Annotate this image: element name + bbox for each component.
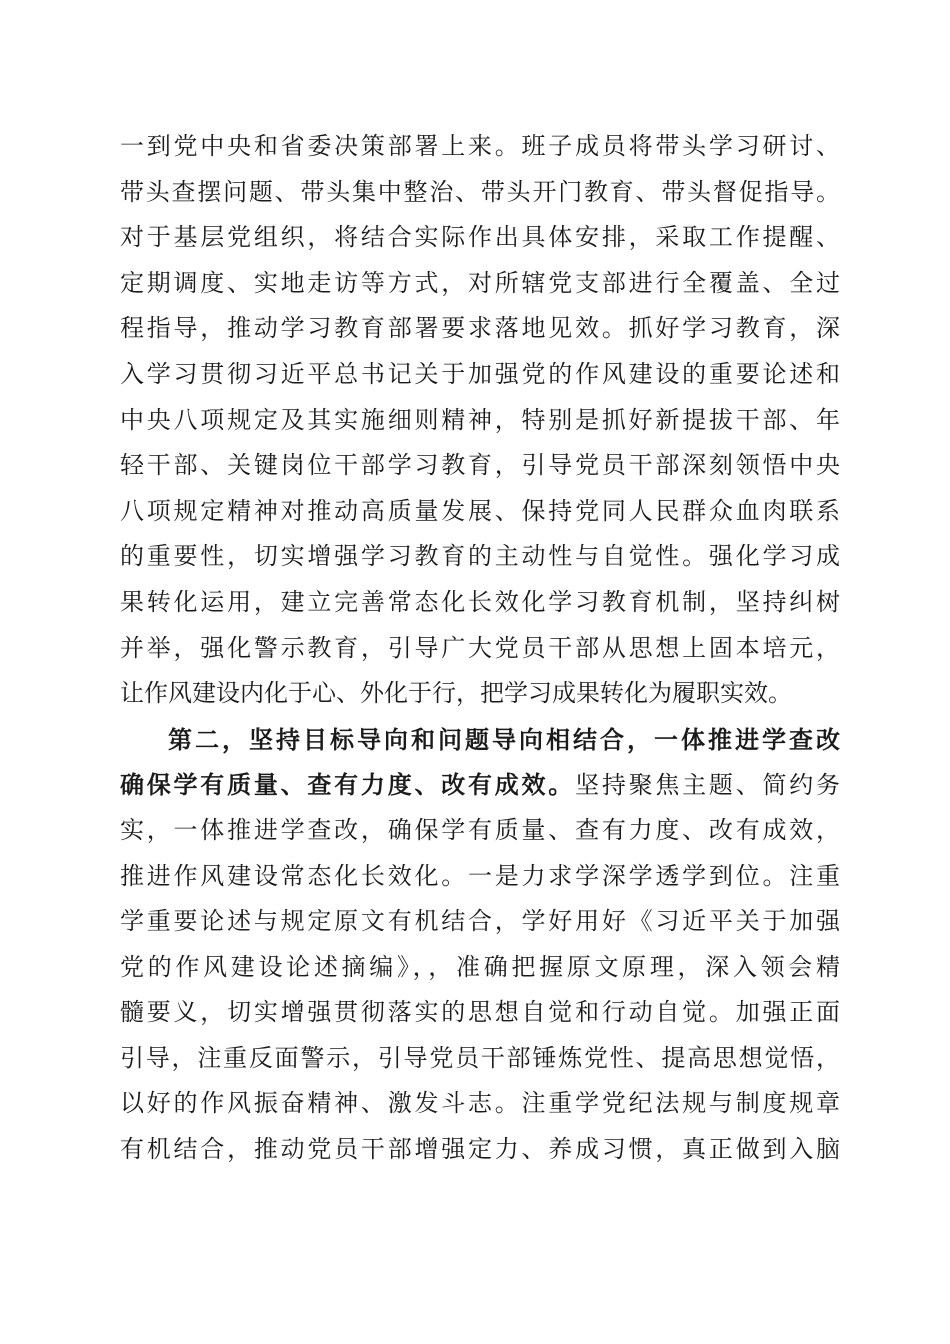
text-line: 中央八项规定及其实施细则精神，特别是抓好新提拔干部、年 xyxy=(120,405,840,434)
text-line: 轻干部、关键岗位干部学习教育，引导党员干部深刻领悟中央 xyxy=(120,451,840,480)
text-line: 对于基层党组织，将结合实际作出具体安排，采取工作提醒、 xyxy=(120,223,840,252)
text-line: 髓要义，切实增强贯彻落实的思想自觉和行动自觉。加强正面 xyxy=(120,998,840,1027)
text-line: 以好的作风振奋精神、激发斗志。注重学党纪法规与制度规章 xyxy=(120,1089,840,1118)
text-line: 入学习贯彻习近平总书记关于加强党的作风建设的重要论述和 xyxy=(120,359,840,388)
section-heading-end: 确保学有质量、查有力度、改有成效。 xyxy=(120,770,576,800)
text-line: 的重要性，切实增强学习教育的主动性与自觉性。强化学习成 xyxy=(120,542,840,571)
text-line: 实，一体推进学查改，确保学有质量、查有力度、改有成效， xyxy=(120,815,840,844)
paragraph-2 xyxy=(120,717,840,1173)
text-line: 八项规定精神对推动高质量发展、保持党同人民群众血肉联系 xyxy=(120,496,840,525)
text-line: 让作风建设内化于心、外化于行，把学习成果转化为履职实效。 xyxy=(120,679,792,708)
text-line: 党的作风建设论述摘编》，，准确把握原文原理，深入领会精 xyxy=(120,952,840,981)
text-line: 并举，强化警示教育，引导广大党员干部从思想上固本培元， xyxy=(120,633,840,662)
text-run: 坚持聚焦主题、简约务 xyxy=(575,771,840,800)
section-heading-continuation xyxy=(120,762,840,808)
text-line: 引导，注重反面警示，引导党员干部锤炼党性、提高思想觉悟， xyxy=(120,1043,840,1072)
document-body xyxy=(120,124,840,1173)
text-line: 带头查摆问题、带头集中整治、带头开门教育、带头督促指导。 xyxy=(120,177,840,206)
text-line: 一到党中央和省委决策部署上来。班子成员将带头学习研讨、 xyxy=(120,132,840,160)
text-line: 定期调度、实地走访等方式，对所辖党支部进行全覆盖、全过 xyxy=(120,268,840,297)
text-line: 推进作风建设常态化长效化。一是力求学深学透学到位。注重 xyxy=(120,861,840,890)
text-line: 有机结合，推动党员干部增强定力、养成习惯，真正做到入脑 xyxy=(120,1135,840,1164)
paragraph-1 xyxy=(120,124,840,717)
section-heading-line: 第二，坚持目标导向和问题导向相结合，一体推进学查改 xyxy=(168,724,840,754)
text-line: 程指导，推动学习教育部署要求落地见效。抓好学习教育，深 xyxy=(120,314,840,343)
text-line: 学重要论述与规定原文有机结合，学好用好《习近平关于加强 xyxy=(120,907,840,936)
text-line: 果转化运用，建立完善常态化长效化学习教育机制，坚持纠树 xyxy=(120,587,840,616)
